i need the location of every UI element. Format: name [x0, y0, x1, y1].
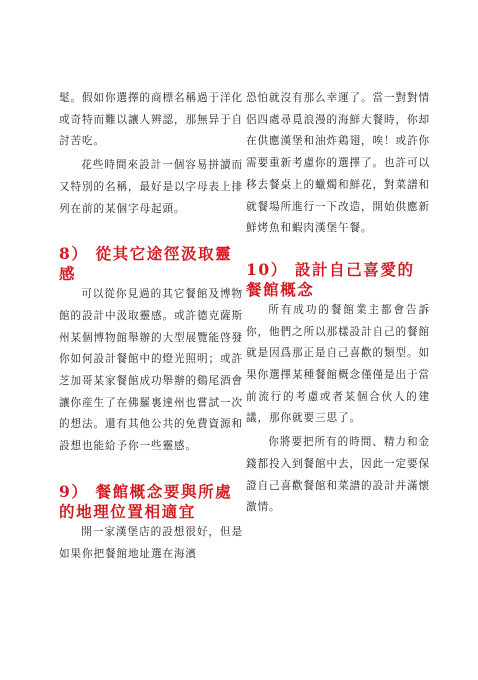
body-paragraph: 你將要把所有的時間、精力和金錢都投入到餐館中去，因此一定要保證自己喜歡餐館和菜譜的設計并滿懷激情。 — [246, 436, 430, 514]
body-paragraph: 花些時間來設計一個容易拼讀而又特別的名稱，最好是以字母表上排列在前的某個字母起頭。 — [59, 159, 243, 215]
body-paragraph: 可以從你見過的其它餐館及博物館的設計中汲取靈感。或許德克薩斯州某個博物館舉辦的大型展覽能啓發你如何設計餐館中的燈光照明；或許芝加哥某家餐館成功舉辦的鷄尾酒會讓你産生了在佛羅裏達州也嘗試一次的想法。還有其他公共的免費資源和設想也能給予你一些靈感。 — [59, 288, 243, 453]
section-heading-10: 10） 設計自己喜愛的餐館概念 — [246, 259, 415, 299]
left-column — [59, 88, 243, 565]
body-paragraph: 恐怕就沒有那么幸運了。當一對對情侶四處尋覓浪漫的海鮮大餐時，你却在供應漢堡和油炸鶏翅，唉！或許你需要重新考慮你的選擇了。也許可以移去餐桌上的蠟燭和鮮花，對菜譜和就餐場所進行一下改造，開始供應新鮮烤魚和蝦肉漢堡午餐。 — [246, 92, 430, 235]
section-heading-9: 9） 餐館概念要與所處的地理位置相適宜 — [59, 481, 233, 521]
right-column — [246, 88, 430, 519]
section-heading-8: 8） 從其它途徑汲取靈感 — [59, 244, 233, 284]
body-paragraph: 開一家漢堡店的設想很好，但是如果你把餐館地址選在海濱 — [59, 525, 243, 560]
body-paragraph: 髦。假如你選擇的商標名稱過于洋化或奇特而難以讓人辨認，那無异于自討苦吃。 — [59, 92, 243, 148]
body-paragraph: 所有成功的餐館業主都會告訴你，他們之所以那樣設計自己的餐館就是因爲那正是自己喜歡的類型。如果你選擇某種餐館概念僅僅是出于當前流行的考慮或者某個合伙人的建議，那你就要三思了。 — [246, 303, 430, 425]
